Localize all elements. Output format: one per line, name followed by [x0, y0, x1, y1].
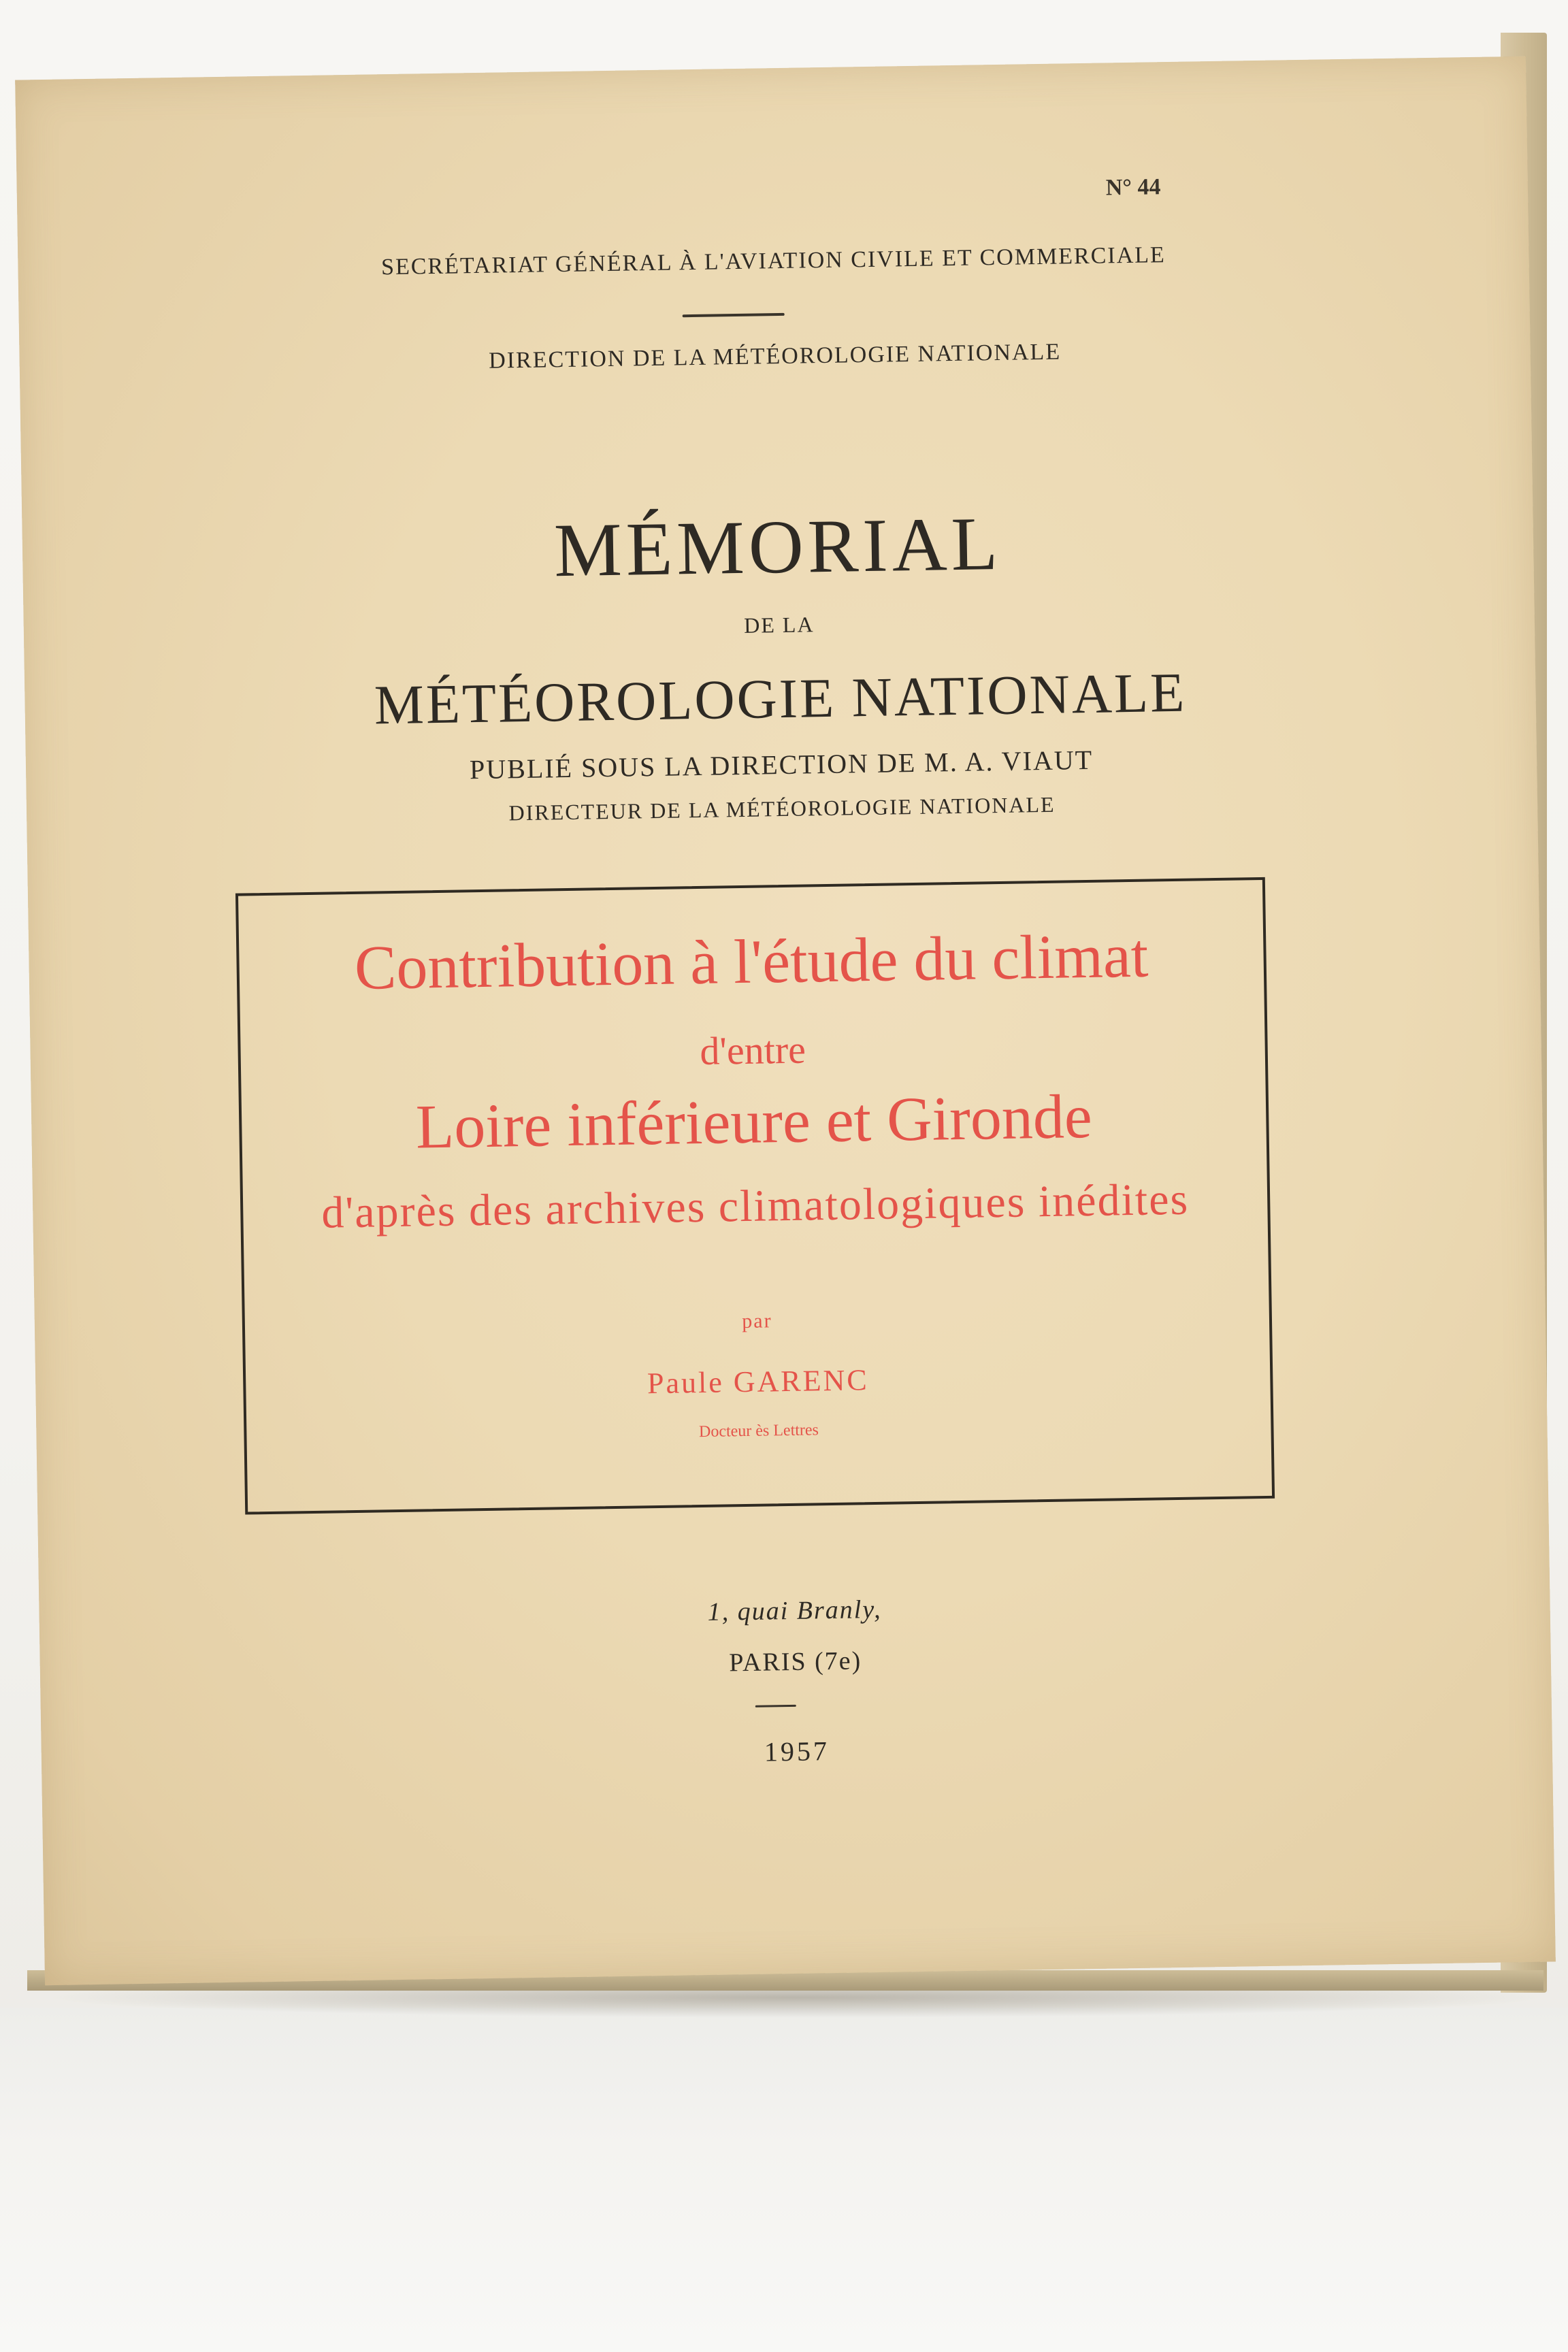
by-label: par: [742, 1309, 772, 1333]
book-cover: [15, 56, 1556, 1986]
director-title-line: DIRECTEUR DE LA MÉTÉOROLOGIE NATIONALE: [508, 791, 1056, 826]
published-under-line: PUBLIÉ SOUS LA DIRECTION DE M. A. VIAUT: [469, 744, 1094, 785]
city-line: PARIS (7e): [729, 1646, 862, 1678]
address-line: 1, quai Branly,: [707, 1595, 882, 1627]
work-title-line1: Contribution à l'étude du climat: [354, 920, 1149, 1002]
work-title-line2: d'entre: [699, 1027, 806, 1073]
work-title-line3: Loire inférieure et Gironde: [415, 1081, 1093, 1162]
ornament-rule: [683, 313, 785, 317]
series-of: DE LA: [743, 612, 815, 638]
title-frame: [235, 877, 1275, 1515]
work-title-line4: d'après des archives climatologiques inédites: [321, 1174, 1190, 1238]
series-subject: MÉTÉOROLOGIE NATIONALE: [374, 661, 1187, 736]
author-degree: Docteur ès Lettres: [698, 1421, 819, 1441]
direction-line: DIRECTION DE LA MÉTÉOROLOGIE NATIONALE: [488, 339, 1062, 374]
issue-number: N° 44: [1105, 174, 1161, 201]
table-surface: [0, 2008, 1568, 2352]
series-title: MÉMORIAL: [553, 501, 1002, 593]
publication-year: 1957: [764, 1735, 830, 1767]
author-name: Paule GARENC: [647, 1363, 870, 1401]
secretariat-line: SECRÉTARIAT GÉNÉRAL À L'AVIATION CIVILE ET COMMERCIALE: [380, 242, 1166, 280]
small-rule: [755, 1705, 796, 1708]
